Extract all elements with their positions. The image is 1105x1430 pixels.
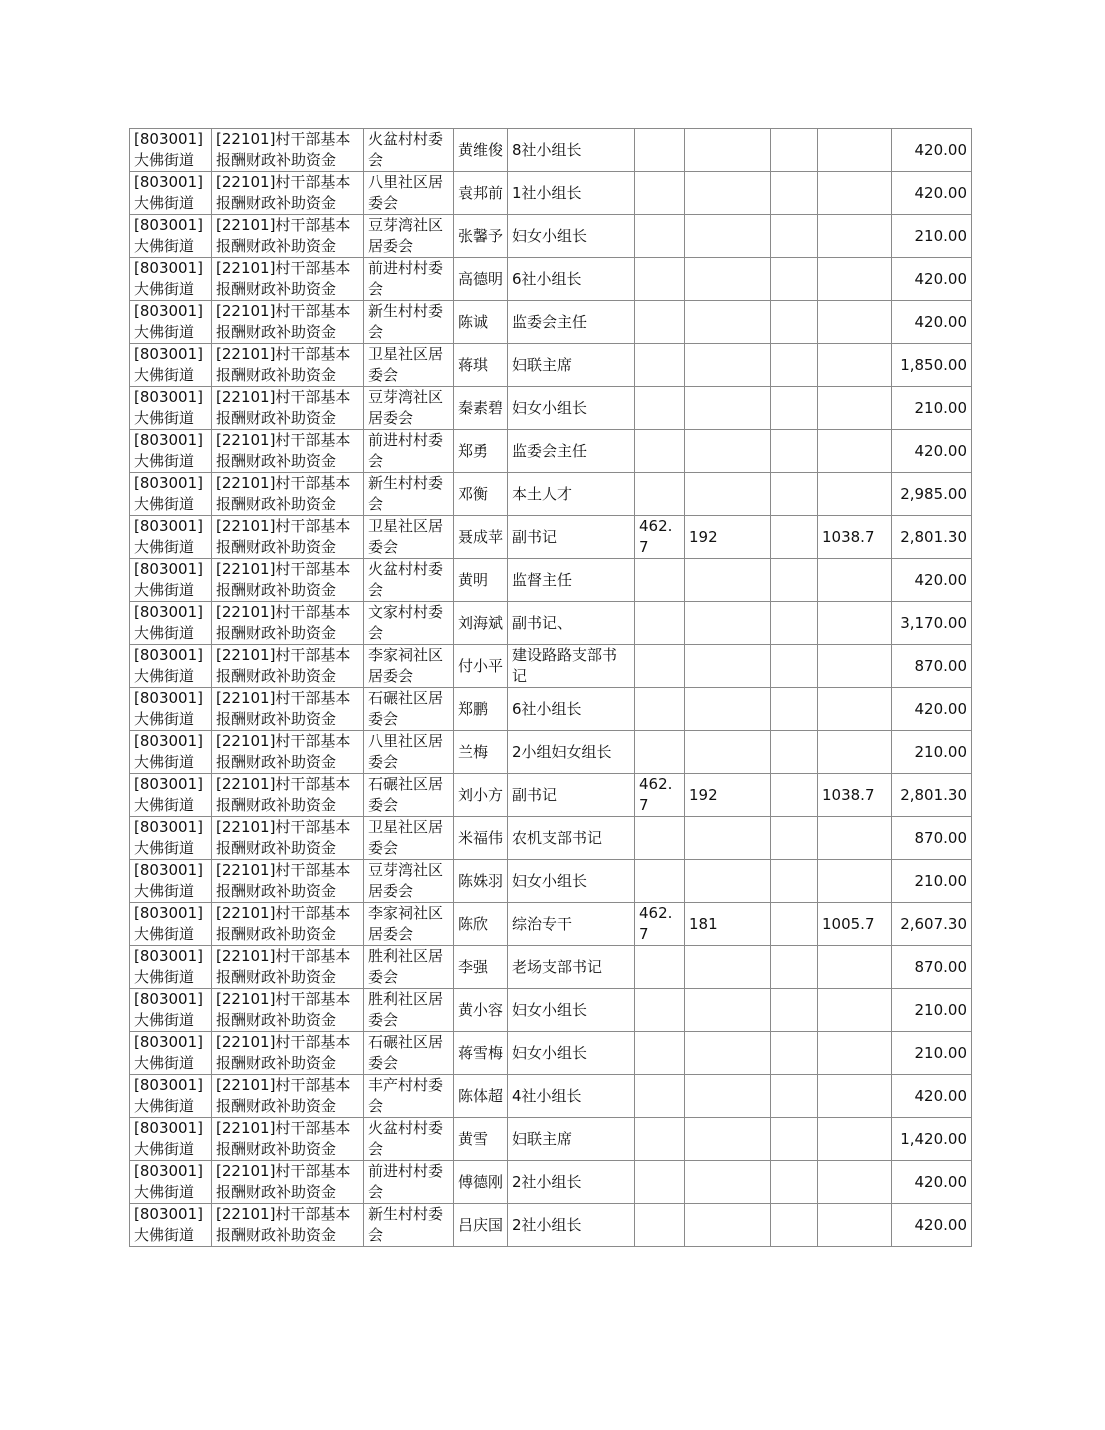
unit-cell: [803001]大佛街道	[130, 903, 212, 946]
value-4-cell	[818, 1118, 892, 1161]
table-row	[130, 731, 972, 774]
value-1-cell	[635, 731, 685, 774]
unit-cell: [803001]大佛街道	[130, 387, 212, 430]
value-3-cell	[771, 129, 818, 172]
unit-cell: [803001]大佛街道	[130, 688, 212, 731]
value-3-cell	[771, 1075, 818, 1118]
person-name-cell: 黄维俊	[454, 129, 508, 172]
unit-cell: [803001]大佛街道	[130, 946, 212, 989]
value-1-cell	[635, 1032, 685, 1075]
value-3-cell	[771, 1161, 818, 1204]
fund-cell: [22101]村干部基本报酬财政补助资金	[212, 1032, 364, 1075]
person-name-cell: 郑鹏	[454, 688, 508, 731]
person-name-cell: 蒋琪	[454, 344, 508, 387]
table-row	[130, 1204, 972, 1247]
value-4-cell: 1038.7	[818, 774, 892, 817]
value-1-cell	[635, 1118, 685, 1161]
position-cell: 6社小组长	[508, 688, 635, 731]
value-1-cell	[635, 559, 685, 602]
value-3-cell	[771, 516, 818, 559]
value-1-cell	[635, 430, 685, 473]
total-amount-cell: 420.00	[892, 1161, 972, 1204]
fund-cell: [22101]村干部基本报酬财政补助资金	[212, 731, 364, 774]
total-amount-cell: 210.00	[892, 215, 972, 258]
table-body	[130, 129, 972, 1247]
organization-cell: 新生村村委会	[364, 1204, 454, 1247]
value-4-cell	[818, 172, 892, 215]
value-1-cell	[635, 602, 685, 645]
total-amount-cell: 420.00	[892, 688, 972, 731]
position-cell: 2小组妇女组长	[508, 731, 635, 774]
fund-cell: [22101]村干部基本报酬财政补助资金	[212, 129, 364, 172]
table-row	[130, 559, 972, 602]
unit-cell: [803001]大佛街道	[130, 129, 212, 172]
person-name-cell: 黄小容	[454, 989, 508, 1032]
total-amount-cell: 870.00	[892, 817, 972, 860]
organization-cell: 胜利社区居委会	[364, 946, 454, 989]
unit-cell: [803001]大佛街道	[130, 559, 212, 602]
table-row	[130, 817, 972, 860]
unit-cell: [803001]大佛街道	[130, 430, 212, 473]
person-name-cell: 吕庆国	[454, 1204, 508, 1247]
value-2-cell	[685, 258, 771, 301]
position-cell: 妇联主席	[508, 344, 635, 387]
unit-cell: [803001]大佛街道	[130, 1204, 212, 1247]
organization-cell: 卫星社区居委会	[364, 516, 454, 559]
value-3-cell	[771, 344, 818, 387]
value-1-cell: 462.7	[635, 774, 685, 817]
value-4-cell	[818, 1204, 892, 1247]
value-2-cell: 192	[685, 516, 771, 559]
value-3-cell	[771, 172, 818, 215]
value-1-cell	[635, 301, 685, 344]
value-1-cell	[635, 1161, 685, 1204]
value-1-cell	[635, 817, 685, 860]
value-3-cell	[771, 301, 818, 344]
person-name-cell: 邓衡	[454, 473, 508, 516]
total-amount-cell: 420.00	[892, 129, 972, 172]
total-amount-cell: 2,607.30	[892, 903, 972, 946]
person-name-cell: 黄明	[454, 559, 508, 602]
fund-cell: [22101]村干部基本报酬财政补助资金	[212, 344, 364, 387]
value-4-cell	[818, 430, 892, 473]
fund-cell: [22101]村干部基本报酬财政补助资金	[212, 602, 364, 645]
value-1-cell	[635, 989, 685, 1032]
table-row	[130, 946, 972, 989]
fund-cell: [22101]村干部基本报酬财政补助资金	[212, 215, 364, 258]
value-2-cell	[685, 1075, 771, 1118]
value-4-cell	[818, 344, 892, 387]
person-name-cell: 张馨予	[454, 215, 508, 258]
position-cell: 妇女小组长	[508, 387, 635, 430]
value-1-cell	[635, 860, 685, 903]
table-row	[130, 1118, 972, 1161]
position-cell: 副书记	[508, 516, 635, 559]
unit-cell: [803001]大佛街道	[130, 860, 212, 903]
person-name-cell: 米福伟	[454, 817, 508, 860]
unit-cell: [803001]大佛街道	[130, 473, 212, 516]
organization-cell: 豆芽湾社区居委会	[364, 215, 454, 258]
value-3-cell	[771, 215, 818, 258]
organization-cell: 石碾社区居委会	[364, 1032, 454, 1075]
table-row	[130, 1032, 972, 1075]
position-cell: 4社小组长	[508, 1075, 635, 1118]
value-3-cell	[771, 731, 818, 774]
person-name-cell: 陈体超	[454, 1075, 508, 1118]
organization-cell: 火盆村村委会	[364, 129, 454, 172]
person-name-cell: 付小平	[454, 645, 508, 688]
organization-cell: 丰产村村委会	[364, 1075, 454, 1118]
value-4-cell	[818, 688, 892, 731]
value-3-cell	[771, 817, 818, 860]
table-row	[130, 602, 972, 645]
organization-cell: 豆芽湾社区居委会	[364, 860, 454, 903]
person-name-cell: 兰梅	[454, 731, 508, 774]
table-row	[130, 258, 972, 301]
value-3-cell	[771, 645, 818, 688]
position-cell: 8社小组长	[508, 129, 635, 172]
position-cell: 副书记、	[508, 602, 635, 645]
value-4-cell	[818, 602, 892, 645]
value-4-cell	[818, 860, 892, 903]
position-cell: 6社小组长	[508, 258, 635, 301]
value-2-cell	[685, 430, 771, 473]
total-amount-cell: 420.00	[892, 172, 972, 215]
value-2-cell	[685, 387, 771, 430]
unit-cell: [803001]大佛街道	[130, 344, 212, 387]
organization-cell: 李家祠社区居委会	[364, 645, 454, 688]
person-name-cell: 黄雪	[454, 1118, 508, 1161]
value-2-cell	[685, 602, 771, 645]
table-row	[130, 344, 972, 387]
organization-cell: 李家祠社区居委会	[364, 903, 454, 946]
total-amount-cell: 210.00	[892, 860, 972, 903]
fund-cell: [22101]村干部基本报酬财政补助资金	[212, 989, 364, 1032]
position-cell: 2社小组长	[508, 1204, 635, 1247]
value-1-cell	[635, 172, 685, 215]
person-name-cell: 秦素碧	[454, 387, 508, 430]
value-4-cell	[818, 645, 892, 688]
value-2-cell	[685, 559, 771, 602]
position-cell: 综治专干	[508, 903, 635, 946]
table-row	[130, 215, 972, 258]
table-row	[130, 129, 972, 172]
person-name-cell: 李强	[454, 946, 508, 989]
fund-cell: [22101]村干部基本报酬财政补助资金	[212, 946, 364, 989]
value-2-cell	[685, 344, 771, 387]
table-row	[130, 430, 972, 473]
unit-cell: [803001]大佛街道	[130, 817, 212, 860]
organization-cell: 火盆村村委会	[364, 1118, 454, 1161]
person-name-cell: 聂成苹	[454, 516, 508, 559]
total-amount-cell: 2,801.30	[892, 516, 972, 559]
total-amount-cell: 420.00	[892, 1075, 972, 1118]
value-2-cell	[685, 1032, 771, 1075]
organization-cell: 文家村村委会	[364, 602, 454, 645]
value-4-cell: 1038.7	[818, 516, 892, 559]
value-3-cell	[771, 903, 818, 946]
fund-cell: [22101]村干部基本报酬财政补助资金	[212, 258, 364, 301]
fund-cell: [22101]村干部基本报酬财政补助资金	[212, 688, 364, 731]
total-amount-cell: 210.00	[892, 989, 972, 1032]
unit-cell: [803001]大佛街道	[130, 731, 212, 774]
table-row	[130, 301, 972, 344]
value-1-cell	[635, 1204, 685, 1247]
person-name-cell: 刘海斌	[454, 602, 508, 645]
unit-cell: [803001]大佛街道	[130, 215, 212, 258]
fund-cell: [22101]村干部基本报酬财政补助资金	[212, 172, 364, 215]
position-cell: 2社小组长	[508, 1161, 635, 1204]
value-1-cell	[635, 645, 685, 688]
value-3-cell	[771, 1032, 818, 1075]
position-cell: 监委会主任	[508, 301, 635, 344]
value-3-cell	[771, 258, 818, 301]
position-cell: 建设路路支部书记	[508, 645, 635, 688]
table-row	[130, 903, 972, 946]
table-row	[130, 516, 972, 559]
total-amount-cell: 210.00	[892, 387, 972, 430]
value-4-cell	[818, 559, 892, 602]
value-1-cell	[635, 215, 685, 258]
position-cell: 妇女小组长	[508, 1032, 635, 1075]
unit-cell: [803001]大佛街道	[130, 989, 212, 1032]
unit-cell: [803001]大佛街道	[130, 1032, 212, 1075]
unit-cell: [803001]大佛街道	[130, 516, 212, 559]
unit-cell: [803001]大佛街道	[130, 258, 212, 301]
value-3-cell	[771, 602, 818, 645]
position-cell: 农机支部书记	[508, 817, 635, 860]
organization-cell: 前进村村委会	[364, 430, 454, 473]
person-name-cell: 陈姝羽	[454, 860, 508, 903]
value-1-cell: 462.7	[635, 903, 685, 946]
value-2-cell	[685, 860, 771, 903]
table-row	[130, 645, 972, 688]
total-amount-cell: 420.00	[892, 258, 972, 301]
fund-cell: [22101]村干部基本报酬财政补助资金	[212, 903, 364, 946]
person-name-cell: 刘小方	[454, 774, 508, 817]
organization-cell: 火盆村村委会	[364, 559, 454, 602]
value-2-cell	[685, 645, 771, 688]
value-2-cell	[685, 989, 771, 1032]
total-amount-cell: 420.00	[892, 559, 972, 602]
value-4-cell	[818, 301, 892, 344]
value-1-cell	[635, 344, 685, 387]
organization-cell: 石碾社区居委会	[364, 688, 454, 731]
salary-table	[129, 128, 972, 1247]
position-cell: 老场支部书记	[508, 946, 635, 989]
value-1-cell	[635, 387, 685, 430]
fund-cell: [22101]村干部基本报酬财政补助资金	[212, 387, 364, 430]
value-1-cell	[635, 1075, 685, 1118]
value-3-cell	[771, 1204, 818, 1247]
fund-cell: [22101]村干部基本报酬财政补助资金	[212, 516, 364, 559]
person-name-cell: 郑勇	[454, 430, 508, 473]
value-2-cell	[685, 946, 771, 989]
value-1-cell	[635, 473, 685, 516]
unit-cell: [803001]大佛街道	[130, 774, 212, 817]
value-3-cell	[771, 1118, 818, 1161]
total-amount-cell: 1,850.00	[892, 344, 972, 387]
organization-cell: 胜利社区居委会	[364, 989, 454, 1032]
position-cell: 妇联主席	[508, 1118, 635, 1161]
fund-cell: [22101]村干部基本报酬财政补助资金	[212, 1204, 364, 1247]
value-1-cell	[635, 258, 685, 301]
total-amount-cell: 420.00	[892, 430, 972, 473]
value-4-cell	[818, 1161, 892, 1204]
total-amount-cell: 2,801.30	[892, 774, 972, 817]
total-amount-cell: 870.00	[892, 645, 972, 688]
value-2-cell	[685, 1161, 771, 1204]
table-row	[130, 774, 972, 817]
table-row	[130, 387, 972, 430]
value-2-cell	[685, 215, 771, 258]
fund-cell: [22101]村干部基本报酬财政补助资金	[212, 1161, 364, 1204]
value-4-cell	[818, 129, 892, 172]
value-3-cell	[771, 387, 818, 430]
value-3-cell	[771, 688, 818, 731]
person-name-cell: 袁邦前	[454, 172, 508, 215]
value-4-cell	[818, 731, 892, 774]
value-4-cell	[818, 989, 892, 1032]
organization-cell: 八里社区居委会	[364, 172, 454, 215]
total-amount-cell: 210.00	[892, 731, 972, 774]
organization-cell: 前进村村委会	[364, 258, 454, 301]
value-3-cell	[771, 860, 818, 903]
value-2-cell: 192	[685, 774, 771, 817]
value-4-cell	[818, 215, 892, 258]
person-name-cell: 蒋雪梅	[454, 1032, 508, 1075]
person-name-cell: 陈欣	[454, 903, 508, 946]
total-amount-cell: 870.00	[892, 946, 972, 989]
position-cell: 1社小组长	[508, 172, 635, 215]
unit-cell: [803001]大佛街道	[130, 1075, 212, 1118]
unit-cell: [803001]大佛街道	[130, 645, 212, 688]
value-2-cell	[685, 1204, 771, 1247]
fund-cell: [22101]村干部基本报酬财政补助资金	[212, 817, 364, 860]
value-3-cell	[771, 774, 818, 817]
fund-cell: [22101]村干部基本报酬财政补助资金	[212, 774, 364, 817]
value-2-cell	[685, 688, 771, 731]
value-4-cell	[818, 473, 892, 516]
person-name-cell: 傅德刚	[454, 1161, 508, 1204]
value-2-cell	[685, 473, 771, 516]
value-1-cell	[635, 129, 685, 172]
organization-cell: 新生村村委会	[364, 301, 454, 344]
total-amount-cell: 2,985.00	[892, 473, 972, 516]
value-2-cell	[685, 817, 771, 860]
value-4-cell	[818, 387, 892, 430]
value-2-cell	[685, 172, 771, 215]
value-4-cell	[818, 258, 892, 301]
fund-cell: [22101]村干部基本报酬财政补助资金	[212, 1118, 364, 1161]
table-row	[130, 860, 972, 903]
unit-cell: [803001]大佛街道	[130, 301, 212, 344]
value-1-cell	[635, 688, 685, 731]
unit-cell: [803001]大佛街道	[130, 1161, 212, 1204]
value-2-cell	[685, 1118, 771, 1161]
position-cell: 副书记	[508, 774, 635, 817]
position-cell: 监委会主任	[508, 430, 635, 473]
position-cell: 妇女小组长	[508, 989, 635, 1032]
organization-cell: 豆芽湾社区居委会	[364, 387, 454, 430]
value-4-cell	[818, 1032, 892, 1075]
table-row	[130, 1161, 972, 1204]
position-cell: 妇女小组长	[508, 860, 635, 903]
total-amount-cell: 210.00	[892, 1032, 972, 1075]
value-3-cell	[771, 989, 818, 1032]
fund-cell: [22101]村干部基本报酬财政补助资金	[212, 301, 364, 344]
organization-cell: 八里社区居委会	[364, 731, 454, 774]
value-4-cell: 1005.7	[818, 903, 892, 946]
person-name-cell: 高德明	[454, 258, 508, 301]
value-2-cell	[685, 731, 771, 774]
table-row	[130, 989, 972, 1032]
value-1-cell	[635, 946, 685, 989]
table-row	[130, 688, 972, 731]
fund-cell: [22101]村干部基本报酬财政补助资金	[212, 1075, 364, 1118]
value-1-cell: 462.7	[635, 516, 685, 559]
position-cell: 妇女小组长	[508, 215, 635, 258]
organization-cell: 新生村村委会	[364, 473, 454, 516]
table-row	[130, 1075, 972, 1118]
fund-cell: [22101]村干部基本报酬财政补助资金	[212, 473, 364, 516]
value-2-cell: 181	[685, 903, 771, 946]
value-3-cell	[771, 946, 818, 989]
organization-cell: 石碾社区居委会	[364, 774, 454, 817]
table-row	[130, 172, 972, 215]
total-amount-cell: 420.00	[892, 301, 972, 344]
value-2-cell	[685, 301, 771, 344]
unit-cell: [803001]大佛街道	[130, 1118, 212, 1161]
organization-cell: 前进村村委会	[364, 1161, 454, 1204]
fund-cell: [22101]村干部基本报酬财政补助资金	[212, 559, 364, 602]
organization-cell: 卫星社区居委会	[364, 817, 454, 860]
value-3-cell	[771, 559, 818, 602]
fund-cell: [22101]村干部基本报酬财政补助资金	[212, 860, 364, 903]
total-amount-cell: 3,170.00	[892, 602, 972, 645]
value-4-cell	[818, 817, 892, 860]
value-4-cell	[818, 946, 892, 989]
table-row	[130, 473, 972, 516]
fund-cell: [22101]村干部基本报酬财政补助资金	[212, 645, 364, 688]
total-amount-cell: 420.00	[892, 1204, 972, 1247]
organization-cell: 卫星社区居委会	[364, 344, 454, 387]
fund-cell: [22101]村干部基本报酬财政补助资金	[212, 430, 364, 473]
total-amount-cell: 1,420.00	[892, 1118, 972, 1161]
position-cell: 本土人才	[508, 473, 635, 516]
value-2-cell	[685, 129, 771, 172]
value-3-cell	[771, 473, 818, 516]
unit-cell: [803001]大佛街道	[130, 172, 212, 215]
value-4-cell	[818, 1075, 892, 1118]
value-3-cell	[771, 430, 818, 473]
position-cell: 监督主任	[508, 559, 635, 602]
unit-cell: [803001]大佛街道	[130, 602, 212, 645]
person-name-cell: 陈诚	[454, 301, 508, 344]
